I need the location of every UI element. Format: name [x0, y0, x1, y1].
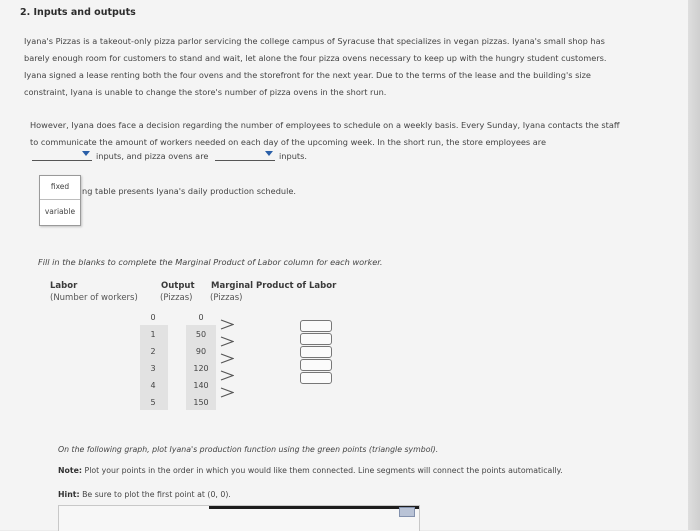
graph-note — [58, 466, 563, 475]
table-cell-labor: 4 — [150, 381, 156, 390]
dropdown-option-fixed[interactable]: fixed — [50, 182, 70, 191]
bracket-icon — [220, 319, 234, 330]
question-text-3: inputs. — [279, 151, 307, 161]
table-cell-output: 50 — [195, 330, 207, 339]
graph-area[interactable] — [58, 505, 420, 531]
hint-text: Be sure to plot the first point at (0, 0). — [82, 490, 231, 499]
table-cell-labor: 2 — [150, 347, 156, 356]
header-mpl-sub: (Pizzas) — [210, 293, 243, 303]
table-cell-labor: 0 — [150, 313, 156, 322]
question-paragraph: However, Iyana does face a decision regarding the number of employees to schedule on a weekly basis. Every Sunday, Iyana contacts the staff to communicate the amount of workers needed on each day of the upcoming week. In the short run, the store employees are — [30, 120, 620, 147]
header-output: Output — [161, 281, 195, 291]
header-mpl: Marginal Product of Labor — [211, 281, 337, 291]
header-labor: Labor — [50, 281, 78, 291]
dropdown-menu — [39, 175, 81, 226]
table-cell-output: 150 — [193, 398, 209, 407]
graph-instruction: On the following graph, plot Iyana's production function using the green points (triangle symbol). — [58, 445, 439, 454]
note-text: Plot your points in the order in which you would like them connected. Line segments will connect the points automatically. — [84, 466, 563, 475]
mpl-input-3[interactable] — [300, 346, 332, 358]
bracket-icon — [220, 370, 234, 381]
note-label: Note: — [58, 466, 83, 475]
dropdown-option-variable[interactable]: variable — [44, 207, 76, 216]
table-cell-output: 0 — [198, 313, 204, 322]
section-title: 2. Inputs and outputs — [20, 7, 136, 18]
graph-toolbar-bar — [209, 506, 419, 509]
bracket-icon — [220, 353, 234, 364]
header-output-sub: (Pizzas) — [160, 293, 193, 303]
table-cell-output: 90 — [195, 347, 207, 356]
graph-hint — [58, 490, 231, 499]
question-text-2: inputs, and pizza ovens are — [96, 151, 209, 161]
menu-divider — [40, 199, 80, 200]
table-cell-labor: 1 — [150, 330, 156, 339]
bracket-icon — [220, 387, 234, 398]
intro-paragraph: Iyana's Pizzas is a takeout-only pizza parlor servicing the college campus of Syracuse that specializes in vegan pizzas. Iyana's small shop has barely enough room for customers to stand and wait, let alone the four pizza ovens necessary to keep up with the hungry student customers. Iyana signed a lease renting both the four ovens and the storefront for the next year. Due to the terms of the lease and the building's size constraint, Iyana is unable to change the store's number of pizza ovens in the short run. — [24, 36, 607, 97]
dropdown-1[interactable] — [32, 150, 92, 161]
chevron-down-icon — [82, 151, 90, 156]
mpl-input-2[interactable] — [300, 333, 332, 345]
mpl-input-5[interactable] — [300, 372, 332, 384]
table-intro-text: ng table presents Iyana's daily production schedule. — [82, 186, 296, 196]
help-icon[interactable] — [399, 507, 415, 517]
table-instruction: Fill in the blanks to complete the Marginal Product of Labor column for each worker. — [38, 257, 383, 267]
question-line — [32, 150, 307, 161]
question-box — [24, 110, 629, 168]
table-cell-labor: 5 — [150, 398, 156, 407]
table-cell-labor: 3 — [150, 364, 156, 373]
table-cell-output: 120 — [193, 364, 209, 373]
header-labor-sub: (Number of workers) — [50, 293, 138, 303]
dropdown-2[interactable] — [215, 150, 275, 161]
bracket-icon — [220, 336, 234, 347]
mpl-input-4[interactable] — [300, 359, 332, 371]
mpl-input-1[interactable] — [300, 320, 332, 332]
chevron-down-icon — [265, 151, 273, 156]
window-edge — [688, 0, 700, 530]
hint-label: Hint: — [58, 490, 80, 499]
table-cell-output: 140 — [193, 381, 209, 390]
